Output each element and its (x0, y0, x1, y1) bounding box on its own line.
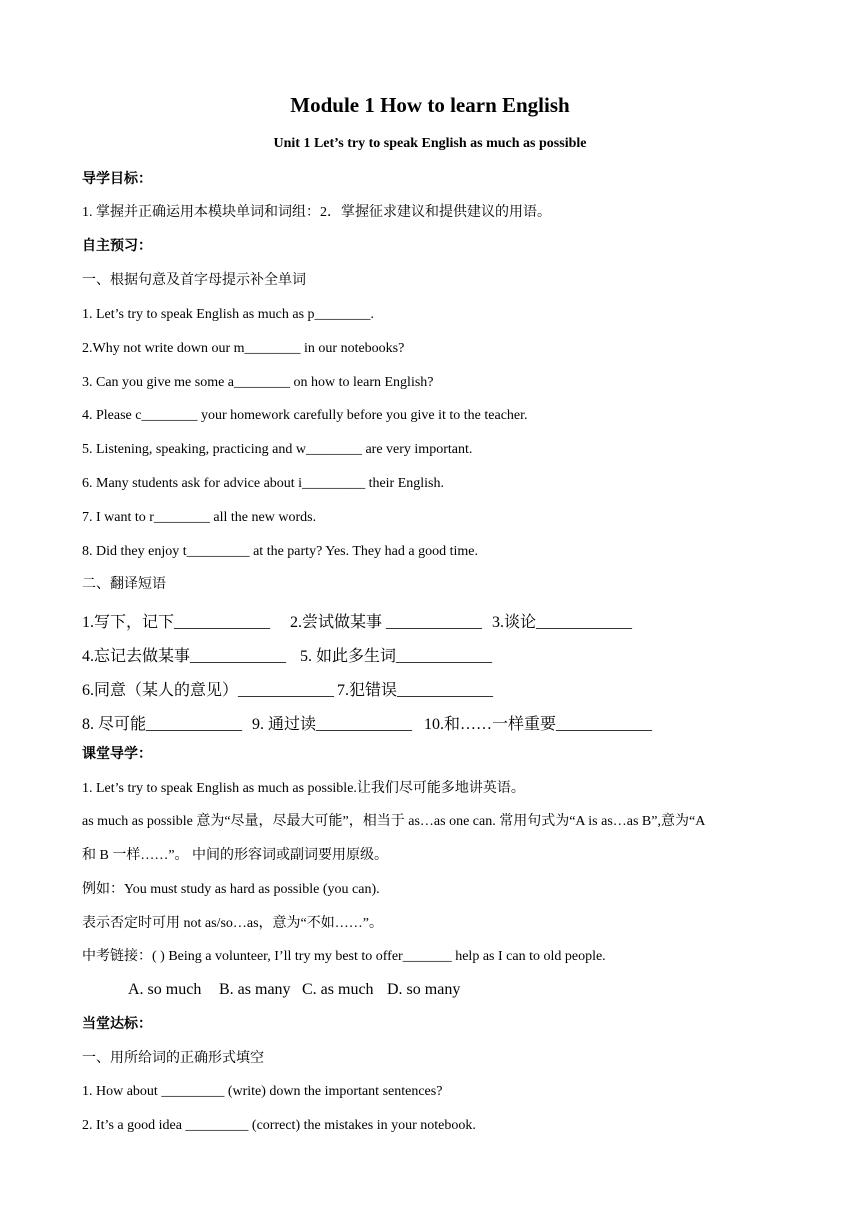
preview-part1-heading: 一、根据句意及首字母提示补全单词 (82, 273, 306, 288)
fill-blank-item: 6. Many students ask for advice about i_________ their English. (82, 476, 444, 491)
fill-blank-item: 3. Can you give me some a________ on how to learn English? (82, 375, 434, 390)
fill-blank-item: 5. Listening, speaking, practicing and w________ are very important. (82, 442, 473, 457)
fill-blank-item: 4. Please c________ your homework carefully before you give it to the teacher. (82, 408, 528, 423)
practice-item: 2. It’s a good idea _________ (correct) the mistakes in your notebook. (82, 1118, 476, 1133)
practice-part1-heading: 一、用所给词的正确形式填空 (82, 1051, 264, 1066)
class-guide-heading: 课堂导学： (82, 747, 152, 762)
exam-link-question: 中考链接：( ) Being a volunteer, I’ll try my best to offer_______ help as I can to old people. (82, 949, 606, 964)
phrase-item: 7.犯错误____________ (337, 682, 494, 699)
fill-blank-item: 2.Why not write down our m________ in our notebooks? (82, 341, 405, 356)
practice-heading: 当堂达标： (82, 1017, 152, 1032)
phrase-item: 9. 通过读____________ (252, 716, 413, 733)
practice-item: 1. How about _________ (write) down the important sentences? (82, 1084, 443, 1099)
phrase-item: 3.谈论____________ (492, 614, 633, 631)
preview-part2-heading: 二、翻译短语 (82, 577, 166, 592)
guide-goals-heading: 导学目标： (82, 172, 152, 187)
class-guide-line: 例如：You must study as hard as possible (you can). (82, 882, 380, 897)
guide-goals-text: 1. 掌握并正确运用本模块单词和词组：2．掌握征求建议和提供建议的用语。 (82, 205, 551, 220)
phrase-item: 4.忘记去做某事____________ (82, 648, 287, 665)
phrase-item: 10.和……一样重要____________ (424, 716, 653, 733)
class-guide-line: as much as possible 意为“尽量，尽最大可能”，相当于 as…as one can. 常用句式为“A is as…as B”,意为“A (82, 814, 706, 829)
phrase-item: 2.尝试做某事 ____________ (290, 614, 483, 631)
class-guide-line: 1. Let’s try to speak English as much as possible.让我们尽可能多地讲英语。 (82, 781, 525, 796)
fill-blank-item: 7. I want to r________ all the new words. (82, 510, 317, 525)
option-d: D. so many (387, 981, 461, 998)
option-a: A. so much (128, 981, 202, 998)
phrase-item: 5. 如此多生词____________ (300, 648, 493, 665)
phrase-item: 6.同意（某人的意见）____________ (82, 682, 335, 699)
fill-blank-item: 8. Did they enjoy t_________ at the party? Yes. They had a good time. (82, 544, 478, 559)
preview-heading: 自主预习： (82, 239, 152, 254)
phrase-item: 8. 尽可能____________ (82, 716, 243, 733)
option-c: C. as much (302, 981, 374, 998)
option-b: B. as many (219, 981, 291, 998)
document-subtitle: Unit 1 Let’s try to speak English as much as possible (273, 136, 587, 151)
class-guide-line: 和 B 一样……”。 中间的形容词或副词要用原级。 (82, 848, 389, 863)
class-guide-line: 表示否定时可用 not as/so…as，意为“不如……”。 (82, 916, 383, 931)
phrase-item: 1.写下，记下____________ (82, 614, 271, 631)
fill-blank-item: 1. Let’s try to speak English as much as p________. (82, 307, 375, 322)
document-title: Module 1 How to learn English (290, 93, 570, 117)
